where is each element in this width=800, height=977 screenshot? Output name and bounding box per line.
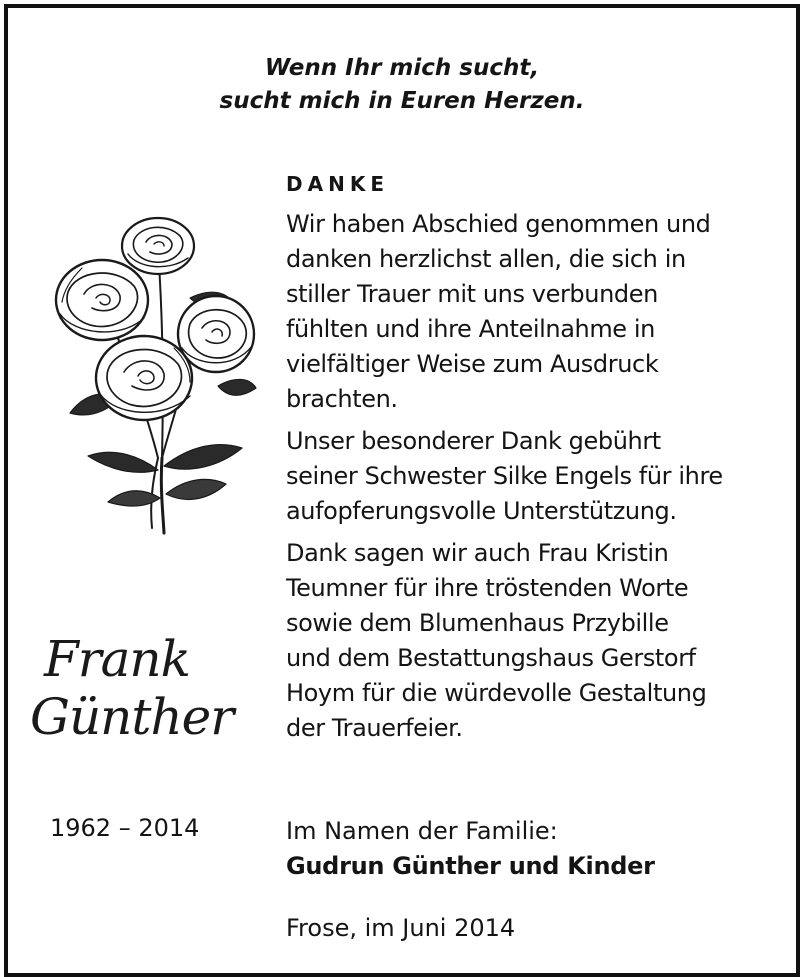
text-line: stiller Trauer mit uns verbunden bbox=[286, 280, 658, 308]
text-line: Teumner für ihre tröstenden Worte bbox=[286, 574, 689, 602]
motto-line-2: sucht mich in Euren Herzen. bbox=[219, 88, 585, 114]
text-line: Dank sagen wir auch Frau Kristin bbox=[286, 539, 669, 567]
text-line: Unser besonderer Dank gebührt bbox=[286, 427, 661, 455]
signature-names: Gudrun Günther und Kinder bbox=[286, 852, 655, 880]
roses-icon bbox=[40, 208, 260, 538]
text-line: danken herzlichst allen, die sich in bbox=[286, 245, 686, 273]
text-line: sowie dem Blumenhaus Przybille bbox=[286, 609, 669, 637]
thanks-text bbox=[286, 207, 786, 746]
text-line: der Trauerfeier. bbox=[286, 714, 463, 742]
thanks-heading: DANKE bbox=[286, 172, 389, 196]
place-date: Frose, im Juni 2014 bbox=[286, 914, 516, 942]
text-line: Hoym für die würdevolle Gestaltung bbox=[286, 679, 707, 707]
text-line: aufopferungsvolle Unterstützung. bbox=[286, 497, 677, 525]
deceased-name bbox=[30, 630, 260, 746]
paragraph bbox=[286, 207, 786, 417]
life-years: 1962 – 2014 bbox=[50, 814, 200, 842]
obituary-card bbox=[4, 4, 800, 977]
last-name: Günther bbox=[30, 688, 234, 746]
text-line: Wir haben Abschied genommen und bbox=[286, 210, 711, 238]
text-line: seiner Schwester Silke Engels für ihre bbox=[286, 462, 723, 490]
text-line: fühlten und ihre Anteilnahme in bbox=[286, 315, 655, 343]
text-line: vielfältiger Weise zum Ausdruck bbox=[286, 350, 659, 378]
signature-block bbox=[286, 814, 655, 884]
text-line: brachten. bbox=[286, 385, 398, 413]
first-name: Frank bbox=[44, 630, 190, 688]
paragraph bbox=[286, 424, 786, 529]
motto-line-1: Wenn Ihr mich sucht, bbox=[264, 55, 540, 81]
signature-intro: Im Namen der Familie: bbox=[286, 817, 558, 845]
motto bbox=[8, 52, 796, 118]
text-line: und dem Bestattungshaus Gerstorf bbox=[286, 644, 696, 672]
paragraph bbox=[286, 536, 786, 746]
